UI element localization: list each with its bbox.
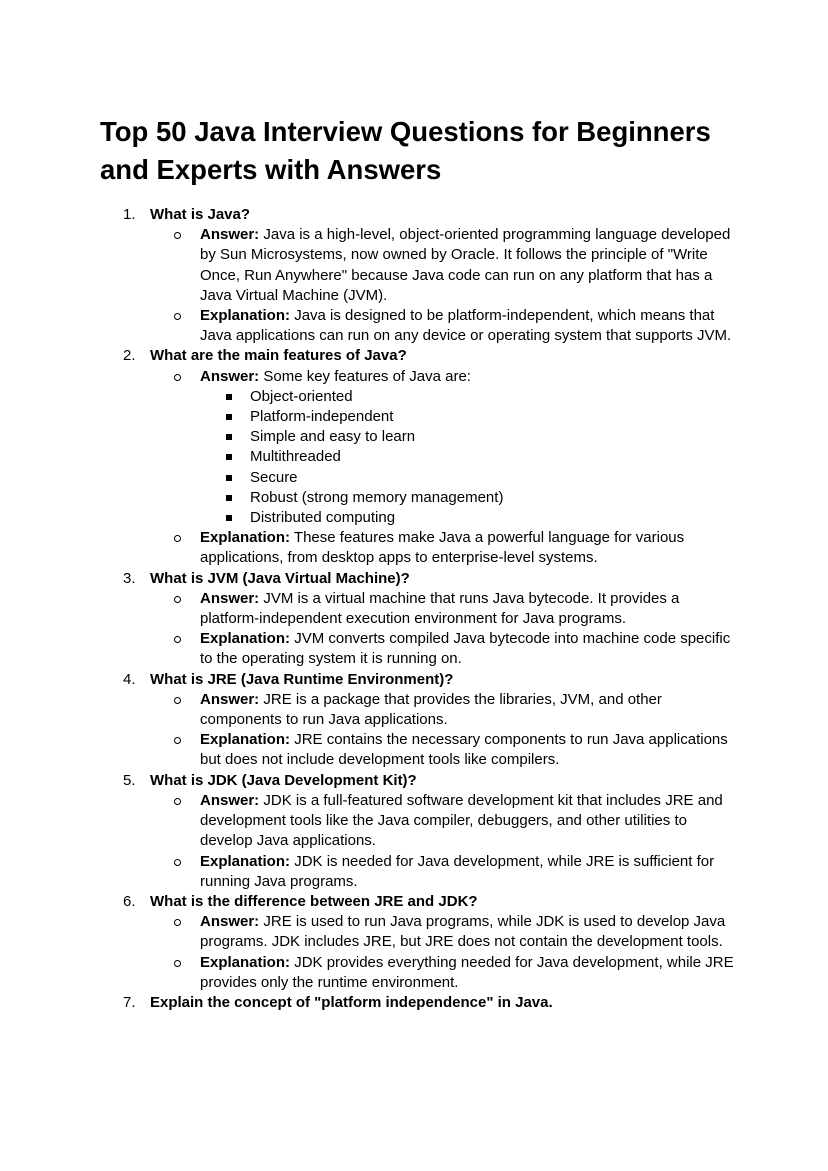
question-number: 7. [123, 993, 136, 1011]
question-number: 3. [123, 569, 136, 587]
feature-text: Platform-independent [250, 408, 394, 426]
question-item [100, 892, 740, 993]
question-item [100, 569, 740, 670]
page-title: Top 50 Java Interview Questions for Beginners and Experts with Answers [100, 116, 711, 185]
feature-list-container [100, 387, 740, 528]
explanation-label: Explanation: [200, 852, 291, 870]
square-bullet-icon [226, 394, 232, 400]
question-details [100, 589, 740, 670]
explanation-item [100, 852, 740, 892]
answer-item [100, 690, 740, 730]
answer-text: JRE is a package that provides the libraries, JVM, and other components to run Java applications. [200, 690, 662, 729]
answer-text: JVM is a virtual machine that runs Java bytecode. It provides a platform-independent execution environment for Java programs. [200, 589, 680, 628]
square-bullet-icon [226, 495, 232, 501]
explanation-text: JDK is needed for Java development, while JRE is sufficient for running Java programs. [200, 852, 715, 890]
hollow-bullet-icon [174, 960, 181, 967]
question-details [100, 690, 740, 771]
question-item [100, 205, 740, 346]
square-bullet-icon [226, 515, 232, 521]
answer-item [100, 791, 740, 852]
hollow-bullet-icon [174, 697, 181, 704]
question-item [100, 346, 740, 568]
explanation-text: Java is designed to be platform-independent, which means that Java applications can run on any device or operating system that supports JVM. [200, 307, 732, 345]
question-number: 2. [123, 347, 136, 365]
question-list [100, 205, 740, 1013]
question-details [100, 912, 740, 993]
hollow-bullet-icon [174, 798, 181, 805]
feature-item [100, 468, 740, 488]
explanation-label: Explanation: [200, 630, 291, 648]
answer-text: JDK is a full-featured software development kit that includes JRE and development tools like the Java compiler, debuggers, and other utilities to develop Java applications. [200, 791, 723, 850]
answer-item [100, 367, 740, 387]
feature-text: Secure [250, 468, 298, 486]
explanation-item [100, 306, 740, 346]
question-text: What is JRE (Java Runtime Environment)? [150, 670, 454, 688]
explanation-label: Explanation: [200, 307, 291, 325]
feature-text: Simple and easy to learn [250, 428, 416, 446]
hollow-bullet-icon [174, 859, 181, 866]
feature-item [100, 508, 740, 528]
question-item [100, 771, 740, 892]
hollow-bullet-icon [174, 313, 181, 320]
hollow-bullet-icon [174, 374, 181, 381]
answer-item [100, 589, 740, 629]
explanation-label: Explanation: [200, 731, 291, 749]
answer-label: Answer: [200, 690, 260, 708]
feature-item [100, 488, 740, 508]
question-details [100, 367, 740, 569]
explanation-text: These features make Java a powerful language for various applications, from desktop apps to enterprise-level systems. [200, 529, 685, 567]
question-text: What is JVM (Java Virtual Machine)? [150, 569, 410, 587]
feature-item [100, 387, 740, 407]
hollow-bullet-icon [174, 232, 181, 239]
hollow-bullet-icon [174, 737, 181, 744]
question-item [100, 670, 740, 771]
answer-text: JRE is used to run Java programs, while JDK is used to develop Java programs. JDK includes JRE, but JRE does not contain the development tools. [200, 913, 726, 951]
answer-label: Answer: [200, 367, 260, 385]
square-bullet-icon [226, 454, 232, 460]
explanation-item [100, 629, 740, 669]
question-text: Explain the concept of "platform independence" in Java. [150, 993, 553, 1011]
hollow-bullet-icon [174, 919, 181, 926]
question-details [100, 791, 740, 892]
answer-label: Answer: [200, 589, 260, 607]
answer-label: Answer: [200, 913, 260, 931]
answer-text: Java is a high-level, object-oriented programming language developed by Sun Microsystems, now owned by Oracle. It follows the principle of "Write Once, Run Anywhere" because Java code can run on any platform that has a Java Virtual Machine (JVM). [200, 226, 731, 304]
feature-text: Multithreaded [250, 448, 341, 466]
hollow-bullet-icon [174, 636, 181, 643]
feature-item [100, 407, 740, 427]
feature-text: Distributed computing [250, 509, 396, 527]
explanation-label: Explanation: [200, 953, 291, 971]
feature-text: Robust (strong memory management) [250, 488, 504, 506]
hollow-bullet-icon [174, 596, 181, 603]
feature-list [100, 387, 740, 528]
hollow-bullet-icon [174, 535, 181, 542]
question-number: 6. [123, 892, 136, 910]
answer-item [100, 912, 740, 952]
answer-label: Answer: [200, 226, 260, 244]
question-number: 4. [123, 670, 136, 688]
explanation-text: JDK provides everything needed for Java development, while JRE provides only the runtime environment. [200, 953, 734, 991]
explanation-item [100, 730, 740, 770]
question-text: What is the difference between JRE and JDK? [150, 892, 478, 910]
feature-item [100, 447, 740, 467]
question-item [100, 993, 740, 1013]
question-text: What are the main features of Java? [150, 347, 407, 365]
square-bullet-icon [226, 475, 232, 481]
explanation-item [100, 528, 740, 568]
explanation-label: Explanation: [200, 529, 291, 547]
answer-item [100, 225, 740, 306]
square-bullet-icon [226, 434, 232, 440]
question-number: 5. [123, 771, 136, 789]
answer-text: Some key features of Java are: [263, 367, 471, 385]
feature-item [100, 427, 740, 447]
question-number: 1. [123, 206, 136, 223]
answer-label: Answer: [200, 791, 260, 809]
square-bullet-icon [226, 414, 232, 420]
feature-text: Object-oriented [250, 387, 353, 405]
explanation-text: JVM converts compiled Java bytecode into machine code specific to the operating system it is running on. [200, 630, 731, 668]
question-text: What is Java? [150, 206, 251, 223]
explanation-text: JRE contains the necessary components to run Java applications but does not include development tools like compilers. [200, 731, 728, 769]
question-details [100, 225, 740, 346]
question-text: What is JDK (Java Development Kit)? [150, 771, 417, 789]
explanation-item [100, 953, 740, 993]
